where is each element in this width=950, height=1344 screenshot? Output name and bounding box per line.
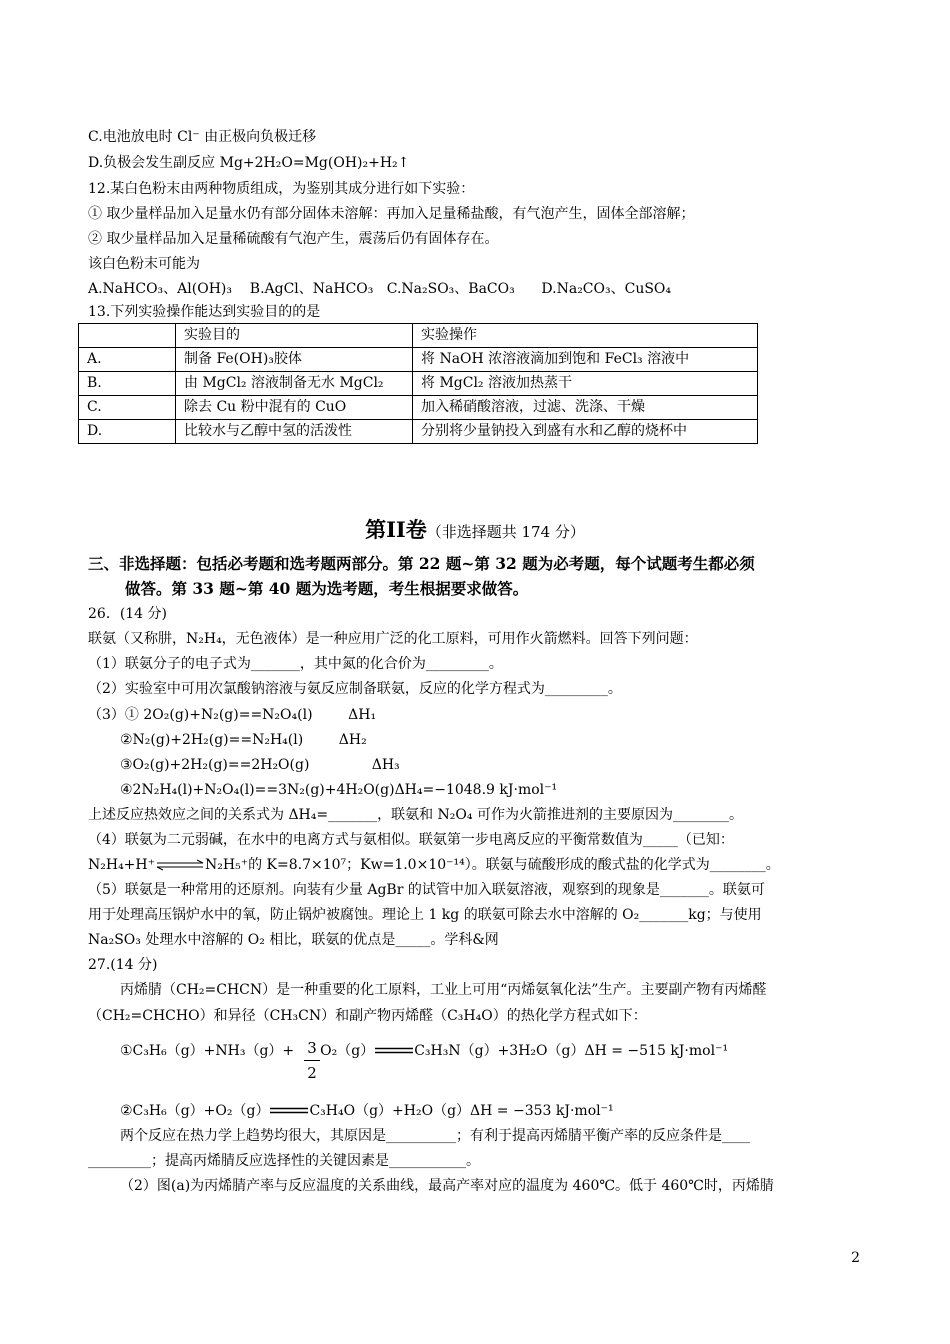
table-cell: D.	[79, 420, 176, 444]
table-cell: 将 MgCl₂ 溶液加热蒸干	[413, 372, 758, 396]
q27-part-1-line-1: 两个反应在热力学上趋势均很大，其原因是__________；有利于提高丙烯腈平衡产率的反应条件是____	[120, 1128, 750, 1144]
section-3-heading-line-1: 三、非选择题：包括必考题和选考题两部分。第 22 题~第 32 题为必考题，每个试题考生都必须	[88, 554, 755, 573]
table-header-row	[79, 324, 758, 348]
q26-part-3-eq2: ②N₂(g)+2H₂(g)==N₂H₄(l) ΔH₂	[120, 732, 367, 748]
q27-intro-line-1: 丙烯腈（CH₂=CHCN）是一种重要的化工原料，工业上可用“丙烯氨氧化法”生产。主要副产物有丙烯醛	[120, 982, 767, 998]
q26-intro: 联氨（又称肼，N₂H₄，无色液体）是一种应用广泛的化工原料，可用作火箭燃料。回答下列问题：	[88, 631, 698, 647]
q27-eq1-oxygen: O₂（g）	[320, 1043, 375, 1059]
q26-part-5-line-2: 用于处理高压锅炉水中的氧，防止锅炉被腐蚀。理论上 1 kg 的联氨可除去水中溶解的 O₂_______kg；与使用	[88, 907, 762, 923]
q13-stem: 13.下列实验操作能达到实验目的的是	[88, 304, 321, 320]
equilibrium-arrow-icon	[155, 859, 205, 871]
table-header-cell: 实验操作	[413, 324, 758, 348]
fraction-three-halves	[304, 1038, 320, 1083]
q26-part-5-line-3: Na₂SO₃ 处理水中溶解的 O₂ 相比，联氨的优点是_____。学科&网	[88, 932, 499, 948]
q26-part-4-reactants: N₂H₄+H⁺	[88, 857, 156, 873]
q11-option-d: D.负极会发生副反应 Mg+2H₂O=Mg(OH)₂+H₂↑	[88, 155, 410, 171]
table-cell: 分别将少量钠投入到盛有水和乙醇的烧杯中	[413, 420, 758, 444]
table-row	[79, 420, 758, 444]
q27-intro-line-2: （CH₂=CHCHO）和异径（CH₃CN）和副产物丙烯醛（C₃H₄O）的热化学方程式如下：	[88, 1008, 647, 1024]
q26-part-5-line-1: （5）联氨是一种常用的还原剂。向装有少量 AgBr 的试管中加入联氨溶液，观察到的现象是_______。联氨可	[88, 882, 765, 898]
q27-eq2-reactants: ②C₃H₆（g）+O₂（g）	[120, 1103, 270, 1119]
q27-equation-1	[120, 1041, 728, 1061]
q27-part-2: （2）图(a)为丙烯腈产率与反应温度的关系曲线，最高产率对应的温度为 460℃。低于 460℃时，丙烯腈	[120, 1178, 774, 1194]
q27-eq1-reactants: ①C₃H₆（g）+NH₃（g）+	[120, 1043, 295, 1059]
table-cell: C.	[79, 396, 176, 420]
q27-equation-2	[120, 1101, 614, 1121]
q26-part-1: （1）联氨分子的电子式为_______，其中氮的化合价为_________。	[88, 656, 503, 672]
table-row	[79, 372, 758, 396]
table-cell: 加入稀硝酸溶液，过滤、洗涤、干燥	[413, 396, 758, 420]
q26-heading: 26．(14 分)	[88, 606, 168, 622]
reaction-arrow-icon	[269, 1106, 309, 1116]
volume-title	[0, 514, 950, 544]
table-cell: A.	[79, 348, 176, 372]
page-number: 2	[851, 1250, 860, 1266]
table-row	[79, 396, 758, 420]
q26-part-4-products: N₂H₅⁺的 K=8.7×10⁷；Kw=1.0×10⁻¹⁴）。联氨与硫酸形成的酸式盐的化学式为________。	[205, 857, 780, 873]
table-header-cell: 实验目的	[176, 324, 413, 348]
experiment-table	[78, 323, 758, 444]
table-header-cell	[79, 324, 176, 348]
q26-part-3-eq1: （3）① 2O₂(g)+N₂(g)==N₂O₄(l) ΔH₁	[88, 707, 377, 723]
q26-part-3-eq3: ③O₂(g)+2H₂(g)==2H₂O(g) ΔH₃	[120, 757, 400, 773]
q27-eq1-products: C₃H₃N（g）+3H₂O（g）ΔH = −515 kJ·mol⁻¹	[414, 1043, 729, 1059]
q27-heading: 27.(14 分)	[88, 957, 158, 973]
table-cell: 由 MgCl₂ 溶液制备无水 MgCl₂	[176, 372, 413, 396]
q26-part-3-eq4: ④2N₂H₄(l)+N₂O₄(l)==3N₂(g)+4H₂O(g)ΔH₄=−1048.9 kJ·mol⁻¹	[120, 782, 558, 798]
table-cell: B.	[79, 372, 176, 396]
table-row	[79, 348, 758, 372]
q11-option-c: C.电池放电时 Cl⁻ 由正极向负极迁移	[88, 129, 317, 145]
q26-part-4-line-1: （4）联氨为二元弱碱，在水中的电离方式与氨相似。联氨第一步电离反应的平衡常数值为_____（已知：	[88, 832, 734, 848]
q26-part-4-line-2	[88, 855, 780, 875]
reaction-arrow-icon	[374, 1046, 414, 1056]
table-cell: 除去 Cu 粉中混有的 CuO	[176, 396, 413, 420]
q26-part-3-relation: 上述反应热效应之间的关系式为 ΔH₄=_______，联氨和 N₂O₄ 可作为火箭推进剂的主要原因为________。	[88, 807, 743, 823]
q12-stem: 12.某白色粉末由两种物质组成，为鉴别其成分进行如下实验：	[88, 181, 475, 197]
q12-ask: 该白色粉末可能为	[88, 256, 200, 272]
q27-eq2-products: C₃H₄O（g）+H₂O（g）ΔH = −353 kJ·mol⁻¹	[309, 1103, 614, 1119]
section-3-heading-line-2: 做答。第 33 题~第 40 题为选考题，考生根据要求做答。	[125, 579, 529, 598]
volume-title-main: 第II卷	[365, 517, 427, 542]
q27-part-1-line-2: _________；提高丙烯腈反应选择性的关键因素是___________。	[88, 1153, 480, 1169]
table-cell: 将 NaOH 浓溶液滴加到饱和 FeCl₃ 溶液中	[413, 348, 758, 372]
fraction-denominator: 2	[307, 1064, 317, 1082]
q12-step-2: ② 取少量样品加入足量稀硫酸有气泡产生，震荡后仍有固体存在。	[88, 231, 499, 247]
table-cell: 比较水与乙醇中氢的活泼性	[176, 420, 413, 444]
q12-options: A.NaHCO₃、Al(OH)₃ B.AgCl、NaHCO₃ C.Na₂SO₃、BaCO₃ D.Na₂CO₃、CuSO₄	[88, 281, 672, 297]
fraction-numerator: 3	[307, 1039, 317, 1057]
q12-step-1: ① 取少量样品加入足量水仍有部分固体未溶解：再加入足量稀盐酸，有气泡产生，固体全部溶解；	[88, 206, 695, 222]
q26-part-2: （2）实验室中可用次氯酸钠溶液与氨反应制备联氨，反应的化学方程式为_________。	[88, 681, 622, 697]
fraction-bar	[304, 1060, 320, 1061]
volume-title-sub: （非选择题共 174 分）	[426, 523, 585, 541]
table-cell: 制备 Fe(OH)₃胶体	[176, 348, 413, 372]
